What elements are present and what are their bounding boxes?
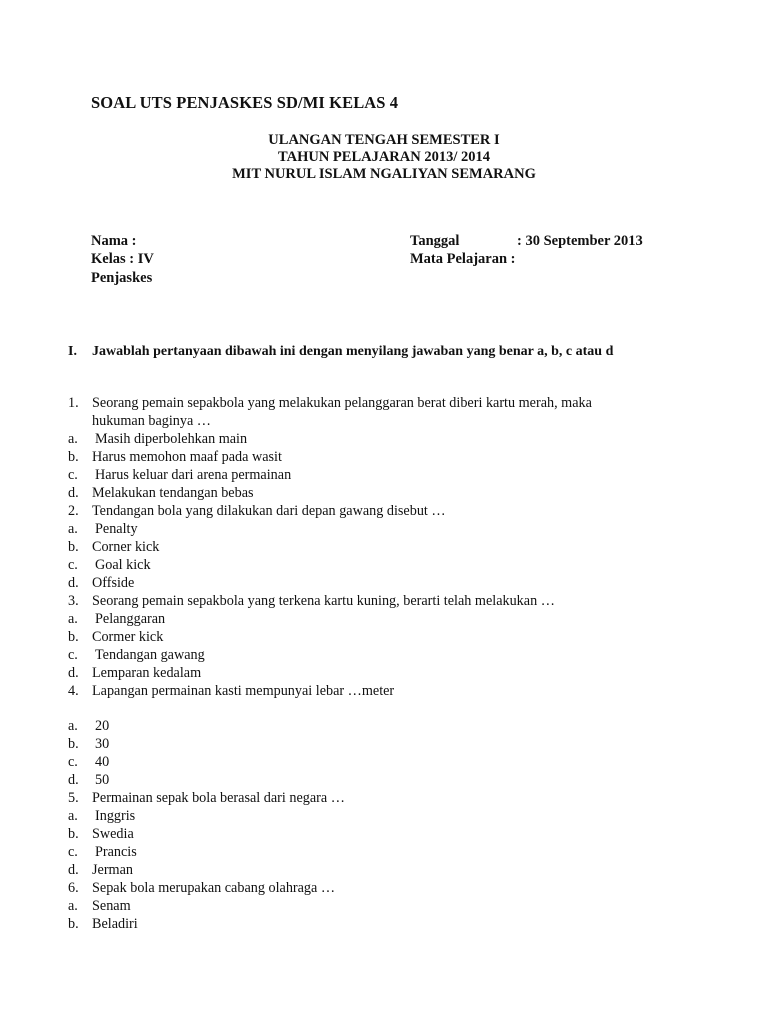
option-label: a. xyxy=(68,718,78,734)
option-label: b. xyxy=(68,826,79,842)
option-2a[interactable] xyxy=(0,520,768,538)
tanggal-value: : 30 September 2013 xyxy=(517,233,643,249)
question-5 xyxy=(0,789,768,807)
option-label: a. xyxy=(68,431,78,447)
option-3d[interactable] xyxy=(0,664,768,682)
question-number: 6. xyxy=(68,880,79,896)
question-1 xyxy=(0,394,768,412)
question-4 xyxy=(0,682,768,700)
option-6b[interactable] xyxy=(0,915,768,933)
option-4d[interactable] xyxy=(0,771,768,789)
option-label: b. xyxy=(68,916,79,932)
option-label: d. xyxy=(68,575,79,591)
option-2b[interactable] xyxy=(0,538,768,556)
option-text: Jerman xyxy=(92,862,133,878)
subject-name: Penjaskes xyxy=(91,270,153,286)
section-instruction xyxy=(68,344,613,360)
kelas-label: Kelas : IV xyxy=(91,251,154,267)
option-text: Corner kick xyxy=(92,539,160,555)
option-label: c. xyxy=(68,467,78,483)
option-text: Melakukan tendangan bebas xyxy=(92,485,254,501)
option-5b[interactable] xyxy=(0,825,768,843)
option-5a[interactable] xyxy=(0,807,768,825)
question-number: 5. xyxy=(68,790,79,806)
option-label: a. xyxy=(68,521,78,537)
option-text: Pelanggaran xyxy=(95,611,166,627)
option-1a[interactable] xyxy=(0,430,768,448)
option-text: 30 xyxy=(95,736,110,752)
mata-pelajaran-label: Mata Pelajaran : xyxy=(410,251,516,267)
question-number: 1. xyxy=(68,395,79,411)
option-label: d. xyxy=(68,862,79,878)
exam-header-line-1: ULANGAN TENGAH SEMESTER I xyxy=(268,132,500,148)
section-instruction-text: Jawablah pertanyaan dibawah ini dengan menyilang jawaban yang benar a, b, c atau d xyxy=(92,344,614,359)
question-number: 4. xyxy=(68,683,79,699)
option-text: Senam xyxy=(92,898,131,914)
option-2c[interactable] xyxy=(0,556,768,574)
option-label: b. xyxy=(68,449,79,465)
option-text: Harus keluar dari arena permainan xyxy=(95,467,292,483)
question-text: Lapangan permainan kasti mempunyai lebar …meter xyxy=(92,683,395,699)
option-label: c. xyxy=(68,844,78,860)
tanggal-label: Tanggal xyxy=(410,233,460,249)
exam-header-line-3: MIT NURUL ISLAM NGALIYAN SEMARANG xyxy=(232,166,536,182)
option-text: Goal kick xyxy=(95,557,151,573)
question-text: Permainan sepak bola berasal dari negara … xyxy=(92,790,345,806)
question-text: Tendangan bola yang dilakukan dari depan gawang disebut … xyxy=(92,503,446,519)
option-1b[interactable] xyxy=(0,448,768,466)
exam-header-line-2: TAHUN PELAJARAN 2013/ 2014 xyxy=(278,149,490,165)
question-text: Seorang pemain sepakbola yang melakukan pelanggaran berat diberi kartu merah, maka xyxy=(92,395,592,411)
question-2 xyxy=(0,502,768,520)
option-label: c. xyxy=(68,754,78,770)
option-3c[interactable] xyxy=(0,646,768,664)
option-text: 50 xyxy=(95,772,110,788)
question-number: 3. xyxy=(68,593,79,609)
option-3a[interactable] xyxy=(0,610,768,628)
option-label: d. xyxy=(68,665,79,681)
question-3 xyxy=(0,592,768,610)
option-text: Harus memohon maaf pada wasit xyxy=(92,449,282,465)
option-label: a. xyxy=(68,611,78,627)
option-label: b. xyxy=(68,736,79,752)
option-6a[interactable] xyxy=(0,897,768,915)
option-label: c. xyxy=(68,557,78,573)
question-text-continued: hukuman baginya … xyxy=(92,413,211,429)
option-label: b. xyxy=(68,629,79,645)
option-3b[interactable] xyxy=(0,628,768,646)
option-5c[interactable] xyxy=(0,843,768,861)
option-text: Tendangan gawang xyxy=(95,647,205,663)
option-text: Penalty xyxy=(95,521,138,537)
option-text: Lemparan kedalam xyxy=(92,665,202,681)
section-number: I. xyxy=(68,344,77,359)
option-text: Swedia xyxy=(92,826,134,842)
option-text: Prancis xyxy=(95,844,137,860)
option-label: a. xyxy=(68,898,78,914)
option-1c[interactable] xyxy=(0,466,768,484)
option-label: d. xyxy=(68,485,79,501)
option-text: Beladiri xyxy=(92,916,138,932)
nama-label: Nama : xyxy=(91,233,137,249)
option-label: d. xyxy=(68,772,79,788)
option-label: b. xyxy=(68,539,79,555)
option-text: Masih diperbolehkan main xyxy=(95,431,248,447)
option-text: 40 xyxy=(95,754,110,770)
option-2d[interactable] xyxy=(0,574,768,592)
question-text: Sepak bola merupakan cabang olahraga … xyxy=(92,880,336,896)
option-4b[interactable] xyxy=(0,735,768,753)
question-number: 2. xyxy=(68,503,79,519)
option-label: c. xyxy=(68,647,78,663)
option-text: Cormer kick xyxy=(92,629,164,645)
option-label: a. xyxy=(68,808,78,824)
option-text: Offside xyxy=(92,575,135,591)
question-6 xyxy=(0,879,768,897)
question-text: Seorang pemain sepakbola yang terkena kartu kuning, berarti telah melakukan … xyxy=(92,593,555,609)
question-1-continued xyxy=(0,412,768,430)
option-4c[interactable] xyxy=(0,753,768,771)
option-text: Inggris xyxy=(95,808,136,824)
option-1d[interactable] xyxy=(0,484,768,502)
option-4a[interactable] xyxy=(0,717,768,735)
option-5d[interactable] xyxy=(0,861,768,879)
option-text: 20 xyxy=(95,718,110,734)
document-title: SOAL UTS PENJASKES SD/MI KELAS 4 xyxy=(91,93,399,112)
